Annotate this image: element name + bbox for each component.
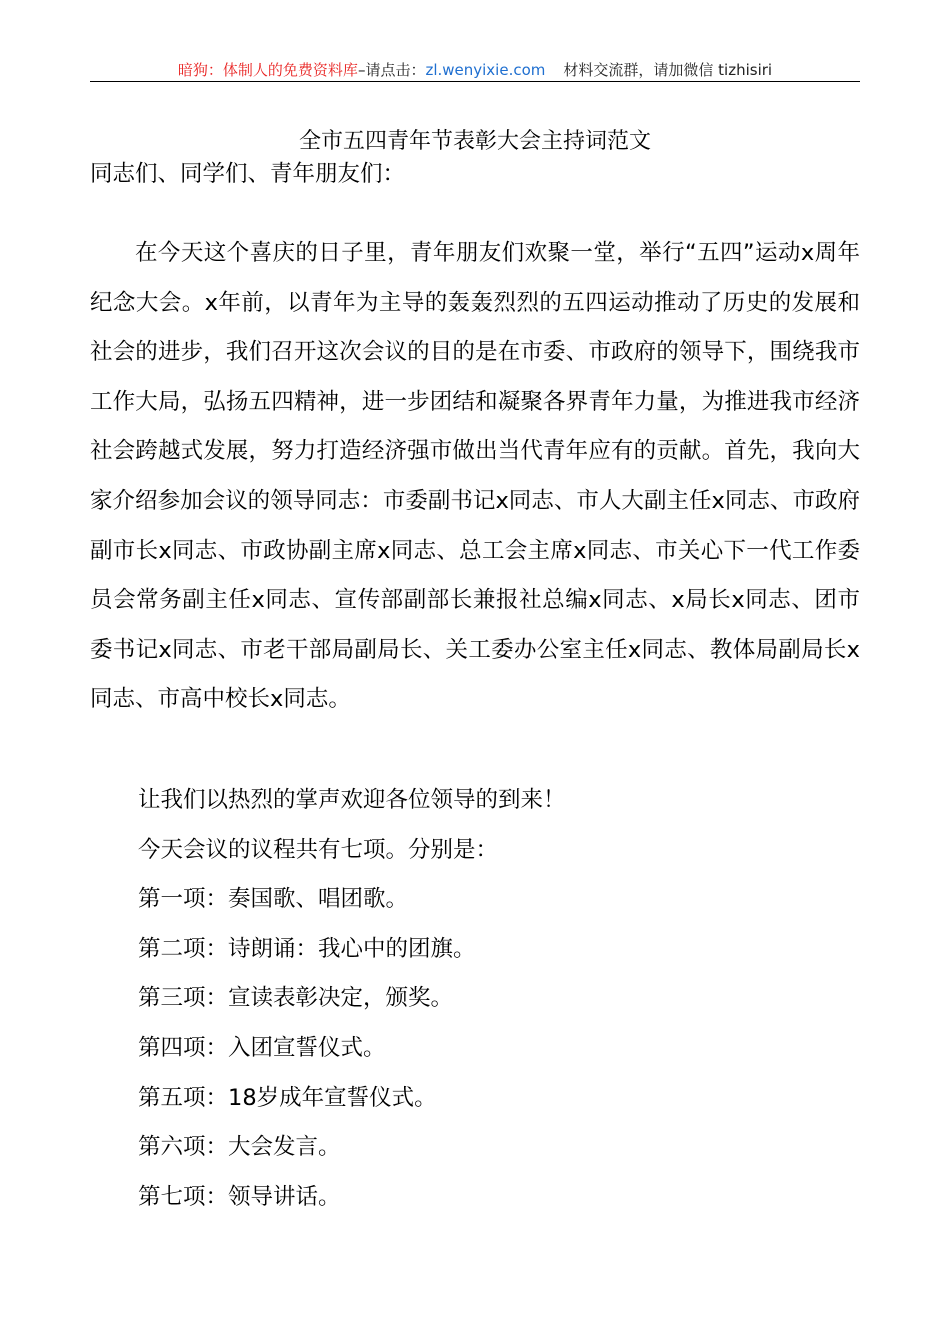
header-note: 材料交流群，请加微信 tizhisiri (563, 61, 773, 79)
agenda-item-3: 第三项：宣读表彰决定，颁奖。 (138, 985, 454, 1012)
agenda-item-6: 第六项：大会发言。 (138, 1134, 341, 1161)
agenda-item-2: 第二项：诗朗诵：我心中的团旗。 (138, 935, 476, 962)
document-title: 全市五四青年节表彰大会主持词范文 (298, 129, 651, 154)
greeting: 同志们、同学们、青年朋友们： (90, 161, 406, 187)
agenda-item-1: 第一项：奏国歌、唱团歌。 (138, 886, 409, 913)
agenda-item-4: 第四项：入团宣誓仪式。 (138, 1034, 386, 1061)
agenda-section (138, 776, 860, 1222)
header-prompt: –请点击： (357, 61, 426, 79)
welcome-line: 让我们以热烈的掌声欢迎各位领导的到来！ (138, 787, 566, 813)
header-divider (90, 81, 860, 82)
agenda-intro: 今天会议的议程共有七项。分别是： (138, 836, 499, 863)
intro-paragraph: 在今天这个喜庆的日子里，青年朋友们欢聚一堂，举行“五四”运动x周年纪念大会。x年前，以青年为主导的轰轰烈烈的五四运动推动了历史的发展和社会的进步，我们召开这次会议的目的是在市委、市政府的领导下，围绕我市工作大局，弘扬五四精神，进一步团结和凝聚各界青年力量，为推进我市经济社会跨越式发展，努力打造经济强市做出当代青年应有的贡献。首先，我向大家介绍参加会议的领导同志：市委副书记x同志、市人大副主任x同志、市政府副市长x同志、市政协副主席x同志、总工会主席x同志、市关心下一代工作委员会常务副主任x同志、宣传部副部长兼报社总编x同志、x局长x同志、团市委书记x同志、市老干部局副局长、关工委办公室主任x同志、教体局副局长x同志、市高中校长x同志。 (90, 240, 860, 713)
agenda-item-7: 第七项：领导讲话。 (138, 1183, 341, 1210)
header-link[interactable]: zl.wenyixie.com (425, 61, 546, 79)
page-header (90, 58, 860, 82)
agenda-item-5: 第五项：18岁成年宣誓仪式。 (138, 1084, 437, 1111)
header-brand: 暗狗：体制人的免费资料库 (177, 61, 358, 79)
